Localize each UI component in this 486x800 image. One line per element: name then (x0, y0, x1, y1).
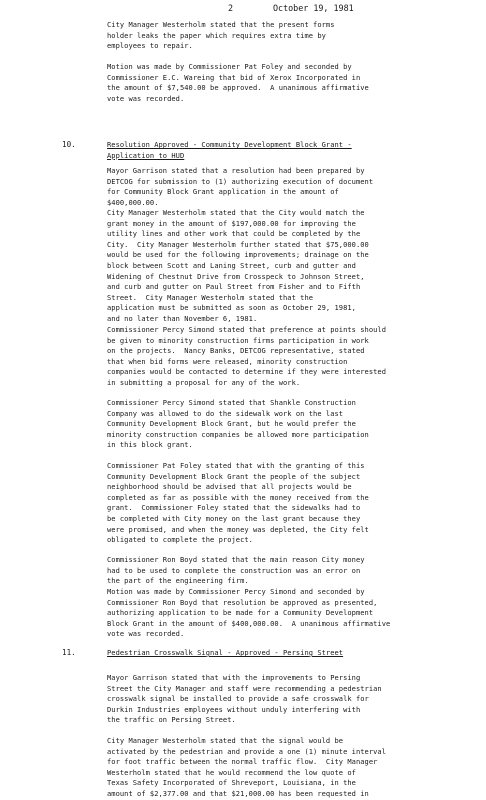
paragraph-engineering-error: Commissioner Ron Boyd stated that the main reason City money had to be used to complete the construction was an error on the part of the engineering firm. (107, 555, 365, 586)
paragraph-detcog-resolution: Mayor Garrison stated that a resolution had been prepared by DETCOG for submission to (1) authorizing execution of document for Community Block Grant application in the amount of $400,000.00. (107, 166, 374, 207)
section-heading-10 (107, 140, 482, 161)
paragraph-forms-holder: City Manager Westerholm stated that the present forms holder leaks the paper which requires extra time by employees to repair. (107, 20, 335, 51)
paragraph-motion-grant: Motion was made by Commissioner Percy Simond and seconded by Commissioner Ron Boyd that resolution be approved as presented, authorizing application to be made for a Community Development Block Grant in the amount of $400,000.00. A unanimous affirmative vote was recorded. (107, 587, 391, 639)
paragraph-neighborhood: Commissioner Pat Foley stated that with the granting of this Community Development Block Grant the people of the subject neighborhood should be advised that all projects would be completed as far as possible with the money received from the grant. Commissioner Foley stated that the sidewalks had to be completed with City money on the last grant because they were promised, and when the money was depleted, the City felt obligated to complete the project. (107, 461, 369, 545)
section-heading-10-line1: Resolution Approved - Community Development Block Grant - (107, 140, 352, 149)
section-heading-10-line2: Application to HUD (107, 150, 185, 160)
paragraph-crosswalk-quote: City Manager Westerholm stated that the signal would be activated by the pedestrian and provide a one (1) minute interval for foot traffic between the normal traffic flow. City Manager Westerholm stated that he would recommend the low quote of Texas Safety Incorporated of Shreveport, Louisiana, in the amount of $2,377.00 and that $21,000.00 has been requested in (107, 736, 387, 798)
paragraph-shankle: Commissioner Percy Simond stated that Shankle Construction Company was allowed to do the sidewalk work on the last Community Development Block Grant, but he would prefer the minority construction companies be allowed more participation in this block grant. (107, 398, 369, 450)
paragraph-grant-match: City Manager Westerholm stated that the City would match the grant money in the amount of $197,000.00 for improving the utility lines and other work that could be completed by the City. City Manager Westerholm further stated that $75,000.00 would be used for the following improvements; drainage on the block between Scott and Laning Street, curb and gutter and Widening of Chestnut Drive from Crosspeck to Johnson Street, and curb and gutter on Paul Street from Fisher and to Fifth Street. City Manager Westerholm stated that the application must be submitted as soon as October 29, 1981, and no later than November 6, 1981. (107, 208, 369, 323)
page-number: 2 (228, 3, 234, 13)
section-heading-11 (107, 648, 482, 659)
paragraph-motion-xerox: Motion was made by Commissioner Pat Foley and seconded by Commissioner E.C. Wareing that bid of Xerox Incorporated in the amount of $7,540.00 be approved. A unanimous affirmative vote was recorded. (107, 62, 369, 103)
section-heading-11-line1: Pedestrian Crosswalk Signal - Approved - Persing Street (107, 648, 344, 657)
section-number-11: 11. (62, 648, 76, 657)
paragraph-crosswalk-intro: Mayor Garrison stated that with the improvements to Persing Street the City Manager and staff were recommending a pedestrian crosswalk signal be installed to provide a safe crosswalk for Durkin Industries employees without unduly interfering with the traffic on Persing Street. (107, 673, 382, 725)
paragraph-minority-firms: Commissioner Percy Simond stated that preference at points should be given to minority construction firms participation in work on the projects. Nancy Banks, DETCOG representative, stated that when bid forms were released, minority construction companies would be contacted to determine if they were interested in submitting a proposal for any of the work. (107, 325, 387, 387)
page-date: October 19, 1981 (273, 3, 354, 13)
section-number-10: 10. (62, 140, 76, 149)
